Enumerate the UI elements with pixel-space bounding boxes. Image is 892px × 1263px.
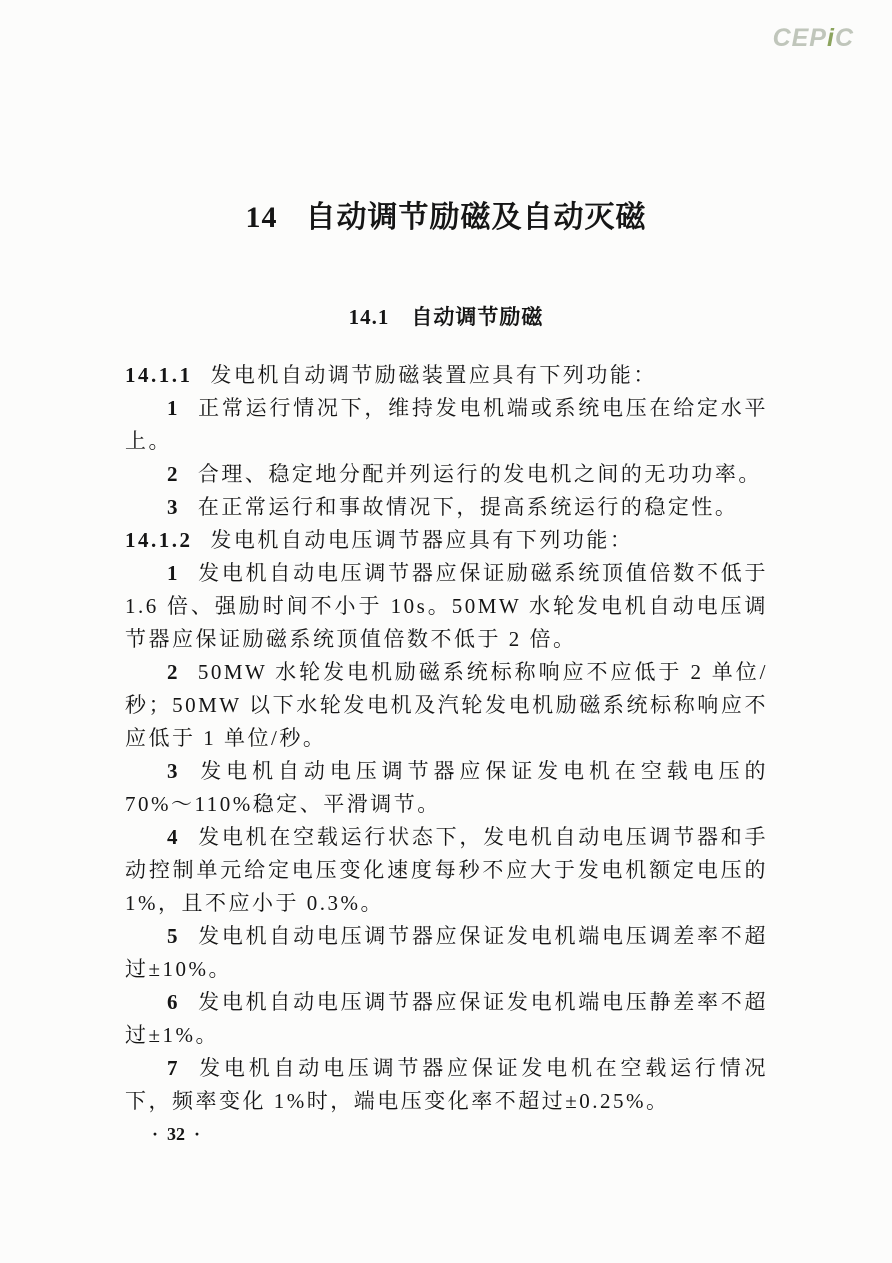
list-item-paragraph bbox=[125, 986, 768, 1052]
item-number: 3 bbox=[167, 759, 180, 783]
logo-green-i: i bbox=[826, 24, 835, 52]
chapter-title: 自动调节励磁及自动灭磁 bbox=[305, 201, 647, 234]
chapter-number: 14 bbox=[245, 201, 278, 234]
clause-number: 14.1.1 bbox=[125, 363, 193, 387]
logo-text-prefix: CEP bbox=[772, 24, 827, 52]
list-item-paragraph bbox=[125, 1052, 768, 1118]
item-text: 在正常运行和事故情况下，提高系统运行的稳定性。 bbox=[197, 495, 739, 519]
cepic-logo bbox=[773, 26, 854, 51]
list-item-paragraph bbox=[125, 392, 768, 458]
item-text: 发电机自动电压调节器应保证发电机在空载电压的 70%～110%稳定、平滑调节。 bbox=[125, 759, 768, 816]
section-title: 自动调节励磁 bbox=[411, 306, 544, 329]
item-number: 2 bbox=[167, 462, 180, 486]
item-number: 2 bbox=[167, 660, 180, 684]
clause-text: 发电机自动调节励磁装置应具有下列功能： bbox=[210, 363, 657, 387]
body-text bbox=[125, 359, 768, 1118]
page-number-value: 32 bbox=[167, 1124, 186, 1144]
clause-paragraph bbox=[125, 359, 768, 392]
item-number: 3 bbox=[167, 495, 180, 519]
item-text: 发电机在空载运行状态下，发电机自动电压调节器和手动控制单元给定电压变化速度每秒不应大于发电机额定电压的 1%，且不应小于 0.3%。 bbox=[125, 825, 768, 915]
item-text: 发电机自动电压调节器应保证发电机端电压调差率不超过±10%。 bbox=[125, 924, 768, 981]
list-item-paragraph bbox=[125, 557, 768, 656]
item-number: 6 bbox=[167, 990, 180, 1014]
logo-text-suffix: C bbox=[834, 24, 854, 52]
item-text: 发电机自动电压调节器应保证发电机在空载运行情况下，频率变化 1%时，端电压变化率不超过±0.25%。 bbox=[125, 1056, 768, 1113]
list-item-paragraph bbox=[125, 491, 768, 524]
list-item-paragraph bbox=[125, 755, 768, 821]
item-number: 1 bbox=[167, 396, 180, 420]
page-number bbox=[152, 1122, 892, 1146]
list-item-paragraph bbox=[125, 821, 768, 920]
item-number: 5 bbox=[167, 924, 180, 948]
clause-number: 14.1.2 bbox=[125, 528, 193, 552]
list-item-paragraph bbox=[125, 920, 768, 986]
section-number: 14.1 bbox=[348, 305, 390, 329]
item-text: 正常运行情况下，维持发电机端或系统电压在给定水平上。 bbox=[125, 396, 768, 453]
item-text: 发电机自动电压调节器应保证发电机端电压静差率不超过±1%。 bbox=[125, 990, 768, 1047]
item-text: 50MW 水轮发电机励磁系统标称响应不应低于 2 单位/秒；50MW 以下水轮发电机及汽轮发电机励磁系统标称响应不应低于 1 单位/秒。 bbox=[125, 660, 768, 750]
chapter-heading bbox=[0, 0, 892, 240]
section-heading bbox=[0, 302, 892, 333]
item-number: 7 bbox=[167, 1056, 180, 1080]
page-number-left-dot: · bbox=[152, 1124, 159, 1144]
item-text: 合理、稳定地分配并列运行的发电机之间的无功功率。 bbox=[197, 462, 762, 486]
list-item-paragraph bbox=[125, 656, 768, 755]
list-item-paragraph bbox=[125, 458, 768, 491]
clause-text: 发电机自动电压调节器应具有下列功能： bbox=[210, 528, 634, 552]
item-number: 1 bbox=[167, 561, 180, 585]
item-text: 发电机自动电压调节器应保证励磁系统顶值倍数不低于 1.6 倍、强励时间不小于 10s。50MW 水轮发电机自动电压调节器应保证励磁系统顶值倍数不低于 2 倍。 bbox=[125, 561, 768, 651]
page-number-right-dot: · bbox=[194, 1124, 201, 1144]
item-number: 4 bbox=[167, 825, 180, 849]
clause-paragraph bbox=[125, 524, 768, 557]
